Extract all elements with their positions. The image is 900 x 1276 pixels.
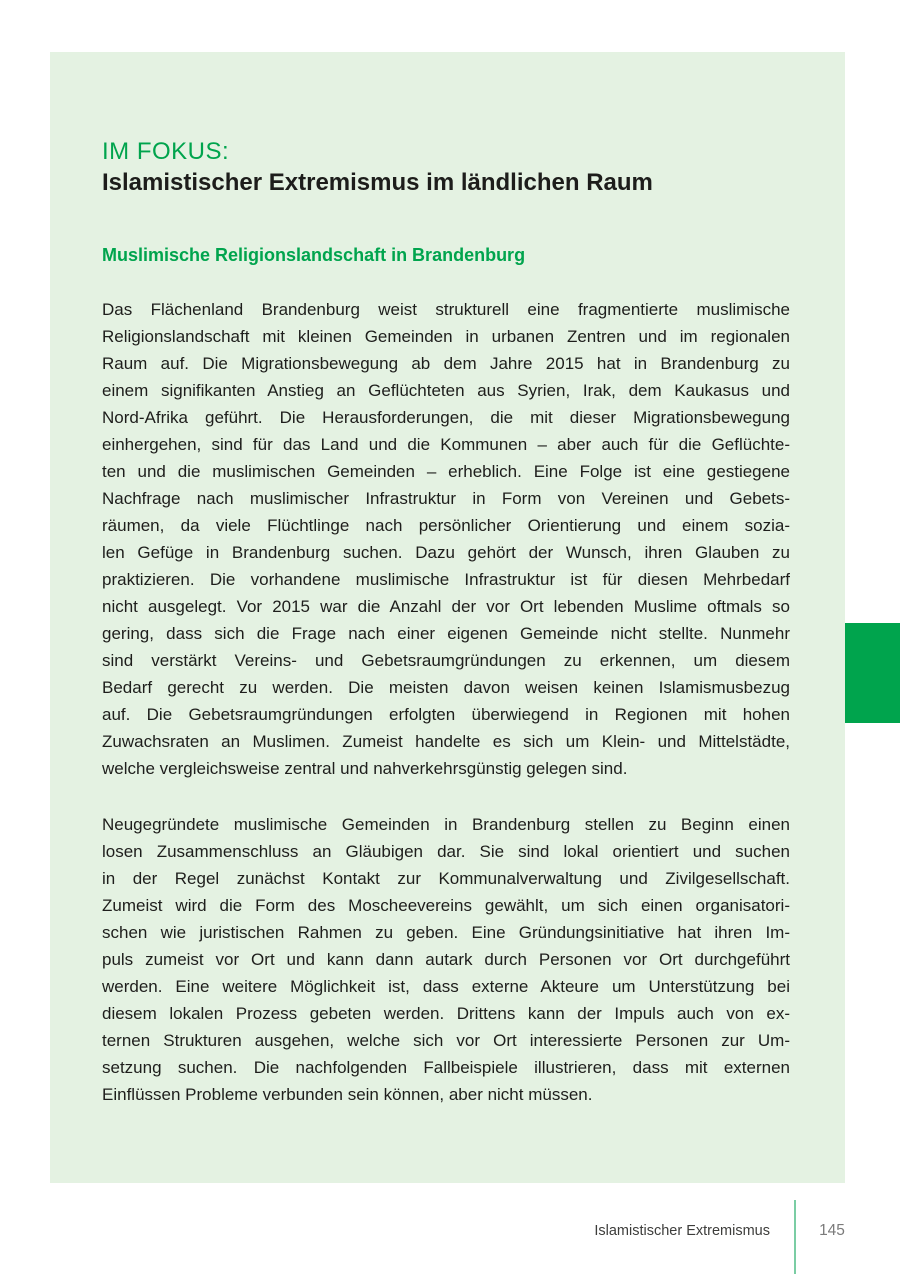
text-line: Das Flächenland Brandenburg weist strukturell eine fragmentierte muslimische (102, 300, 790, 319)
text-line: schen wie juristischen Rahmen zu geben. Eine Gründungsinitiative hat ihren Im- (102, 923, 790, 942)
text-line: Einflüssen Probleme verbunden sein können, aber nicht müssen. (102, 1085, 593, 1104)
text-line: Bedarf gerecht zu werden. Die meisten davon weisen keinen Islamismusbezug (102, 678, 790, 697)
footer-divider-line (794, 1200, 796, 1274)
page-number: 145 (819, 1222, 845, 1239)
content-box (50, 52, 845, 1183)
paragraph-religionslandschaft (102, 296, 790, 782)
text-line: Nord-Afrika geführt. Die Herausforderungen, die mit dieser Migrationsbewegung (102, 408, 790, 427)
text-line: werden. Eine weitere Möglichkeit ist, dass externe Akteure um Unterstützung bei (102, 977, 790, 996)
text-line: len Gefüge in Brandenburg suchen. Dazu gehört der Wunsch, ihren Glauben zu (102, 543, 790, 562)
text-line: einhergehen, sind für das Land und die Kommunen – aber auch für die Geflüchte- (102, 435, 790, 454)
text-line: gering, dass sich die Frage nach einer eigenen Gemeinde nicht stellte. Nunmehr (102, 624, 790, 643)
text-line: auf. Die Gebetsraumgründungen erfolgten überwiegend in Regionen mit hohen (102, 705, 790, 724)
text-line: einem signifikanten Anstieg an Geflüchteten aus Syrien, Irak, dem Kaukasus und (102, 381, 790, 400)
text-line: Raum auf. Die Migrationsbewegung ab dem Jahre 2015 hat in Brandenburg zu (102, 354, 790, 373)
text-line: räumen, da viele Flüchtlinge nach persönlicher Orientierung und einem sozia- (102, 516, 790, 535)
text-line: setzung suchen. Die nachfolgenden Fallbeispiele illustrieren, dass mit externen (102, 1058, 790, 1077)
text-line: puls zumeist vor Ort und kann dann autark durch Personen vor Ort durchgeführt (102, 950, 790, 969)
text-line: praktizieren. Die vorhandene muslimische Infrastruktur ist für diesen Mehrbedarf (102, 570, 790, 589)
paragraph-neugegruendete-gemeinden (102, 811, 790, 1108)
text-line: sind verstärkt Vereins- und Gebetsraumgründungen zu erkennen, um diesem (102, 651, 790, 670)
page-title: Islamistischer Extremismus im ländlichen Raum (102, 169, 653, 196)
footer-chapter-label: Islamistischer Extremismus (594, 1223, 770, 1239)
text-line: Nachfrage nach muslimischer Infrastruktur in Form von Vereinen und Gebets- (102, 489, 790, 508)
text-line: welche vergleichsweise zentral und nahverkehrsgünstig gelegen sind. (102, 759, 628, 778)
text-line: ten und die muslimischen Gemeinden – erheblich. Eine Folge ist eine gestiegene (102, 462, 790, 481)
eyebrow-heading: IM FOKUS: (102, 138, 230, 165)
text-line: Zuwachsraten an Muslimen. Zumeist handelte es sich um Klein- und Mittelstädte, (102, 732, 790, 751)
text-line: losen Zusammenschluss an Gläubigen dar. Sie sind lokal orientiert und suchen (102, 842, 790, 861)
text-line: Neugegründete muslimische Gemeinden in Brandenburg stellen zu Beginn einen (102, 815, 790, 834)
text-line: nicht ausgelegt. Vor 2015 war die Anzahl der vor Ort lebenden Muslime oftmals so (102, 597, 790, 616)
text-line: ternen Strukturen ausgehen, welche sich vor Ort interessierte Personen zur Um- (102, 1031, 790, 1050)
chapter-side-tab (845, 623, 900, 723)
text-line: diesem lokalen Prozess gebeten werden. Drittens kann der Impuls auch von ex- (102, 1004, 790, 1023)
text-line: Zumeist wird die Form des Moscheevereins gewählt, um sich einen organisatori- (102, 896, 790, 915)
text-line: in der Regel zunächst Kontakt zur Kommunalverwaltung und Zivilgesellschaft. (102, 869, 790, 888)
section-heading: Muslimische Religionslandschaft in Brandenburg (102, 245, 526, 265)
text-line: Religionslandschaft mit kleinen Gemeinden in urbanen Zentren und im regionalen (102, 327, 790, 346)
